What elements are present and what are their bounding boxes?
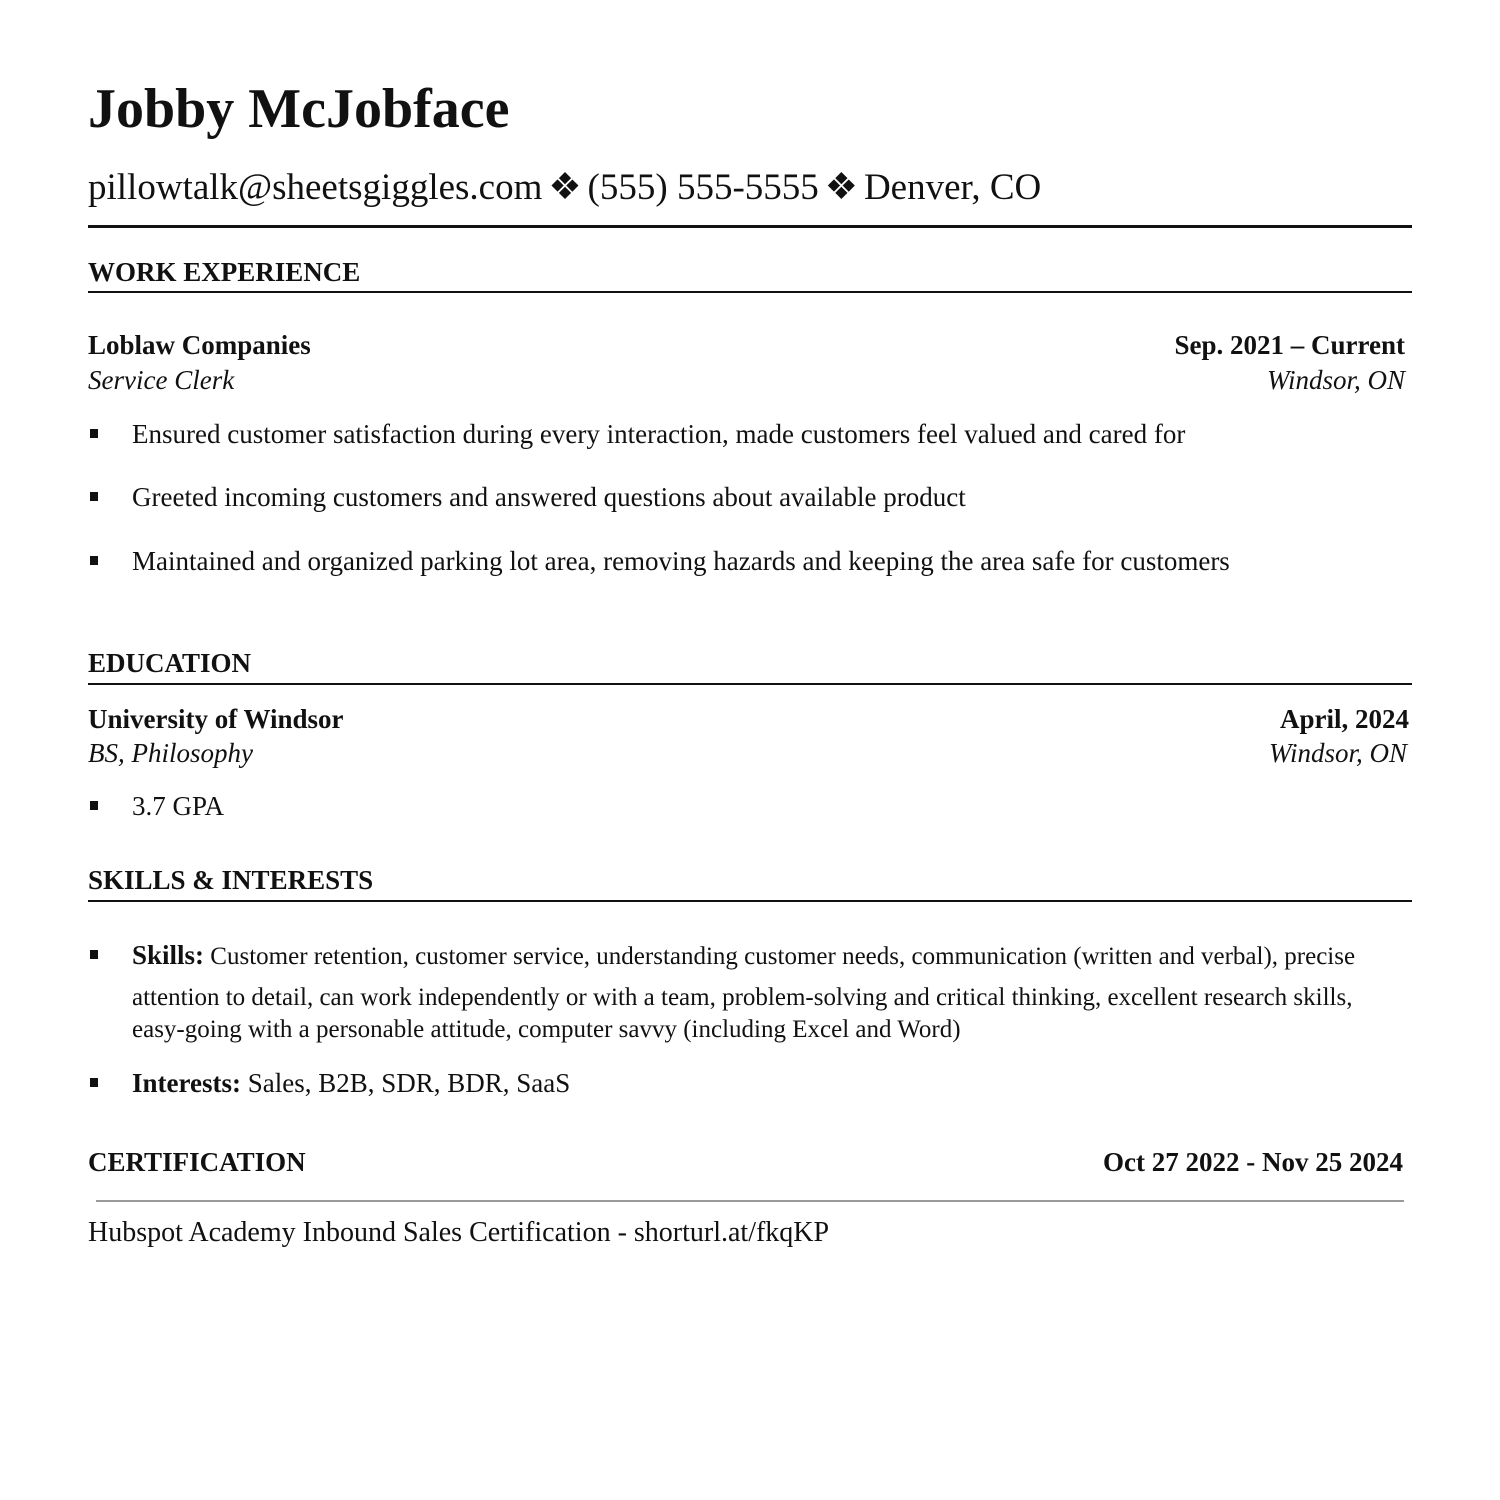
bullet-icon	[90, 492, 98, 501]
graduation-date: April, 2024	[1279, 704, 1409, 734]
section-divider	[96, 1200, 1404, 1202]
email[interactable]: pillowtalk@sheetsgiggles.com	[88, 167, 543, 208]
company-name: Loblaw Companies	[88, 330, 311, 360]
resume-page	[88, 0, 1412, 1500]
job-dates: Sep. 2021 – Current	[1174, 330, 1405, 360]
bullet-text: Maintained and organized parking lot area, removing hazards and keeping the area safe for customers	[132, 546, 1230, 576]
phone[interactable]: (555) 555-5555	[587, 167, 819, 208]
section-divider	[88, 291, 1412, 293]
certification-dates: Oct 27 2022 - Nov 25 2024	[1103, 1147, 1403, 1177]
bullet-icon	[90, 950, 98, 959]
contact-line	[88, 165, 1041, 211]
certification-text: Hubspot Academy Inbound Sales Certification - shorturl.at/fkqKP	[88, 1217, 830, 1248]
bullet-icon	[90, 801, 98, 810]
job-location: Windsor, ON	[1266, 365, 1405, 395]
section-title-education: EDUCATION	[88, 648, 252, 678]
location: Denver, CO	[863, 167, 1042, 208]
bullet-icon	[90, 429, 98, 438]
interests-label: Interests:	[132, 1068, 241, 1098]
education-header	[88, 703, 1409, 735]
section-divider	[88, 900, 1412, 902]
section-title-work-experience: WORK EXPERIENCE	[88, 257, 361, 287]
separator-icon: ❖	[548, 167, 582, 208]
skills-text-line-1: Customer retention, customer service, understanding customer needs, communication (written and verbal), precise	[210, 943, 1356, 970]
bullet-icon	[90, 1078, 98, 1087]
section-title-certification: CERTIFICATION	[88, 1147, 306, 1177]
job-role: Service Clerk	[88, 365, 235, 395]
bullet-text: Ensured customer satisfaction during every interaction, made customers feel valued and cared for	[132, 419, 1186, 449]
skills-label: Skills:	[132, 940, 205, 970]
school-name: University of Windsor	[88, 704, 344, 734]
education-subheader	[88, 737, 1409, 769]
skills-text-line-2: attention to detail, can work independently or with a team, problem-solving and critical thinking, excellent research skills,	[132, 984, 1353, 1011]
job-header	[88, 329, 1409, 361]
interests-text: Sales, B2B, SDR, BDR, SaaS	[247, 1068, 571, 1098]
section-divider	[88, 683, 1412, 685]
school-location: Windsor, ON	[1268, 738, 1407, 768]
bullet-icon	[90, 556, 98, 565]
degree: BS, Philosophy	[88, 738, 253, 768]
job-subheader	[88, 364, 1409, 396]
section-title-skills-interests: SKILLS & INTERESTS	[88, 865, 374, 895]
header-divider	[88, 225, 1412, 228]
certification-header	[88, 1146, 1409, 1178]
candidate-name: Jobby McJobface	[88, 78, 510, 140]
bullet-text: Greeted incoming customers and answered questions about available product	[132, 482, 966, 512]
skills-text-line-3: easy-going with a personable attitude, computer savvy (including Excel and Word)	[132, 1016, 961, 1043]
separator-icon: ❖	[824, 167, 858, 208]
bullet-text: 3.7 GPA	[132, 791, 225, 821]
interests-line	[132, 1067, 570, 1099]
skills-first-line	[132, 936, 1355, 976]
